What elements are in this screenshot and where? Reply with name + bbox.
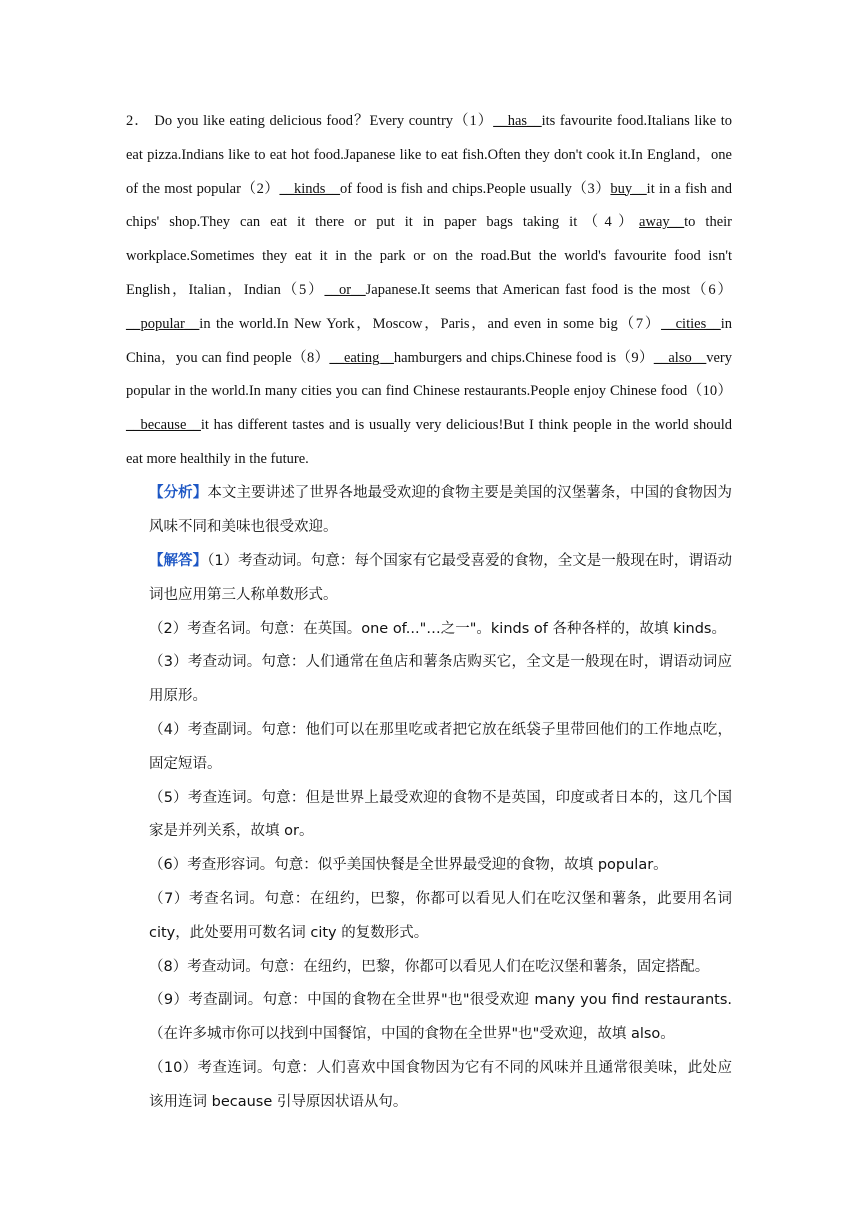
answer-blank: __popular__ <box>126 315 200 332</box>
solution-item: （9）考查副词。句意：中国的食物在全世界"也"很受欢迎 many you find restaurants.（在许多城市你可以找到中国餐馆，中国的食物在全世界"也"受欢迎，故填 also。 <box>149 992 732 1043</box>
cloze-passage <box>126 105 732 477</box>
solution-item: （6）考查形容词。句意：似乎美国快餐是全世界最受迎的食物，故填 popular。 <box>149 857 668 874</box>
answer-blank: __kinds__ <box>279 180 340 197</box>
passage-text: in China，you can find people（8） <box>126 315 732 366</box>
solution-item: （5）考查连词。句意：但是世界上最受欢迎的食物不是英国，印度或者日本的，这几个国家是并列关系，故填 or。 <box>149 789 732 840</box>
passage-text: to their workplace.Sometimes they eat it in the park or on the road.But the world's favourite food isn't English，Italian，Indian（5） <box>126 214 732 298</box>
answer-blank: buy__ <box>610 180 647 197</box>
passage-text: hamburgers and chips.Chinese food is（9） <box>393 349 654 366</box>
passage-text: of food is fish and chips.People usually（3） <box>339 180 611 197</box>
passage-text: its favourite food.Italians like to eat pizza.Indians like to eat hot food.Japanese like to eat fish.Often they don't cook it.In England，one of the most popular（2） <box>126 113 732 197</box>
solution-item-text: （1）考查动词。句意：每个国家有它最受喜爱的食物，全文是一般现在时，谓语动词也应用第三人称单数形式。 <box>149 553 732 603</box>
solution-item: （8）考查动词。句意：在纽约，巴黎，你都可以看见人们在吃汉堡和薯条，固定搭配。 <box>149 958 710 975</box>
solution-item: （2）考查名词。句意：在英国。one of..."…之一"。kinds of 各种各样的，故填 kinds。 <box>149 620 726 637</box>
solution-tag: 【解答】 <box>149 553 208 569</box>
solution-item: （7）考查名词。句意：在纽约，巴黎，你都可以看见人们在吃汉堡和薯条，此要用名词 city，此处要用可数名词 city 的复数形式。 <box>149 890 732 941</box>
solution-item: （3）考查动词。句意：人们通常在鱼店和薯条店购买它，全文是一般现在时，谓语动词应用原形。 <box>149 654 732 705</box>
passage-text: in the world.In New York，Moscow，Paris，and even in some big（7） <box>199 315 662 332</box>
answer-blank: away__ <box>639 214 685 231</box>
passage-text: it in a fish and chips' shop.They can eat it there or put it in paper bags taking it（4） <box>126 180 732 231</box>
solution-item <box>149 545 732 613</box>
passage-text: it has different tastes and is usually very delicious!But I think people in the world should eat more healthily in the future. <box>126 417 732 467</box>
solution-item: （10）考查连词。句意：人们喜欢中国食物因为它有不同的风味并且通常很美味，此处应该用连词 because 引导原因状语从句。 <box>149 1059 732 1110</box>
analysis-section <box>149 477 732 545</box>
answer-blank: __also__ <box>653 349 707 366</box>
answer-blank: __cities__ <box>661 315 721 332</box>
analysis-text: 本文主要讲述了世界各地最受欢迎的食物主要是美国的汉堡薯条，中国的食物因为风味不同和美味也很受欢迎。 <box>149 485 733 535</box>
passage-body <box>126 113 732 467</box>
analysis-tag: 【分析】 <box>149 485 208 501</box>
answer-blank: __or__ <box>324 281 366 298</box>
answer-blank: __because__ <box>126 417 201 434</box>
solution-item: （4）考查副词。句意：他们可以在那里吃或者把它放在纸袋子里带回他们的工作地点吃，固定短语。 <box>149 721 732 772</box>
passage-text: very popular in the world.In many cities you can find Chinese restaurants.People enjoy Chinese food（10） <box>126 349 732 400</box>
passage-text: Do you like eating delicious food？Every country（1） <box>154 113 494 129</box>
solution-section <box>149 545 732 1120</box>
answer-blank: __has__ <box>493 113 542 129</box>
passage-text: Japanese.It seems that American fast food is the most（6） <box>365 281 733 298</box>
answer-blank: __eating__ <box>329 349 394 366</box>
question-number: 2． <box>126 113 150 129</box>
